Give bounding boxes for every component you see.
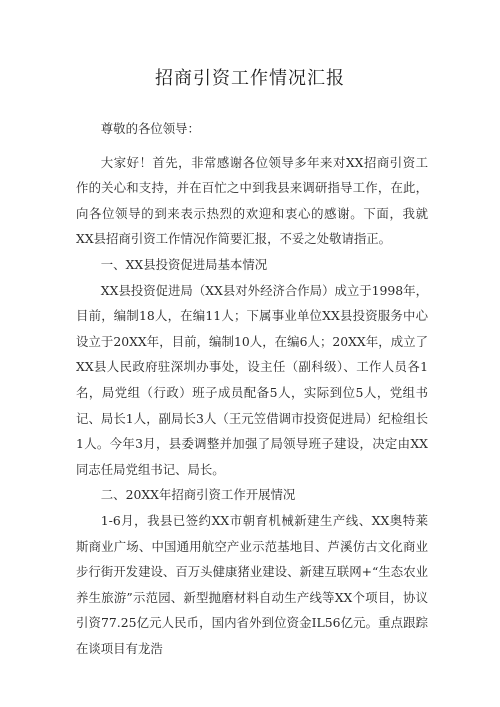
intro-paragraph: 大家好！首先，非常感谢各位领导多年来对XX招商引资工作的关心和支持，并在百忙之中到我县来调研指导工作，在此，向各位领导的到来表示热烈的欢迎和衷心的感谢。下面，我就XX县招商引资工作情况作简要汇报，不妥之处敬请指正。: [76, 154, 428, 247]
section-1-heading: 一、XX县投资促进局基本情况: [100, 256, 268, 272]
salutation: 尊敬的各位领导：: [100, 121, 200, 136]
document-title: 招商引资工作情况汇报: [155, 68, 345, 89]
section-2-paragraph: 1-6月，我县已签约XX市朝育机械新建生产线、XX奥特莱斯商业广场、中国通用航空产业示范基地目、芦溪仿古文化商业步行街开发建设、百万头健康猪业建设、新建互联网+“生态农业养生旅游”示范园、新型抛磨材料自动生产线等XX个项目，协议引资77.25亿元人民币，国内省外到位资金IL56亿元。重点跟踪在谈项目有龙浩: [76, 512, 428, 656]
section-2-heading: 二、20XX年招商引资工作开展情况: [100, 487, 296, 503]
section-1-paragraph: XX县投资促进局（XX县对外经济合作局）成立于1998年，目前，编制18人，在编11人；下属事业单位XX县投资服务中心设立于20XX年，目前，编制10人，在编6人；20XX年，成立了XX县人民政府驻深圳办事处，设主任（副科级）、工作人员各1名，局党组（行政）班子成员配备5人，实际到位5人，党组书记、局长1人，副局长3人（王元笠借调市投资促进局）纪检组长1人。今年3月，县委调整并加强了局领导班子建设，决定由XX同志任局党组书记、局长。: [76, 282, 428, 477]
document-body: [76, 116, 428, 661]
